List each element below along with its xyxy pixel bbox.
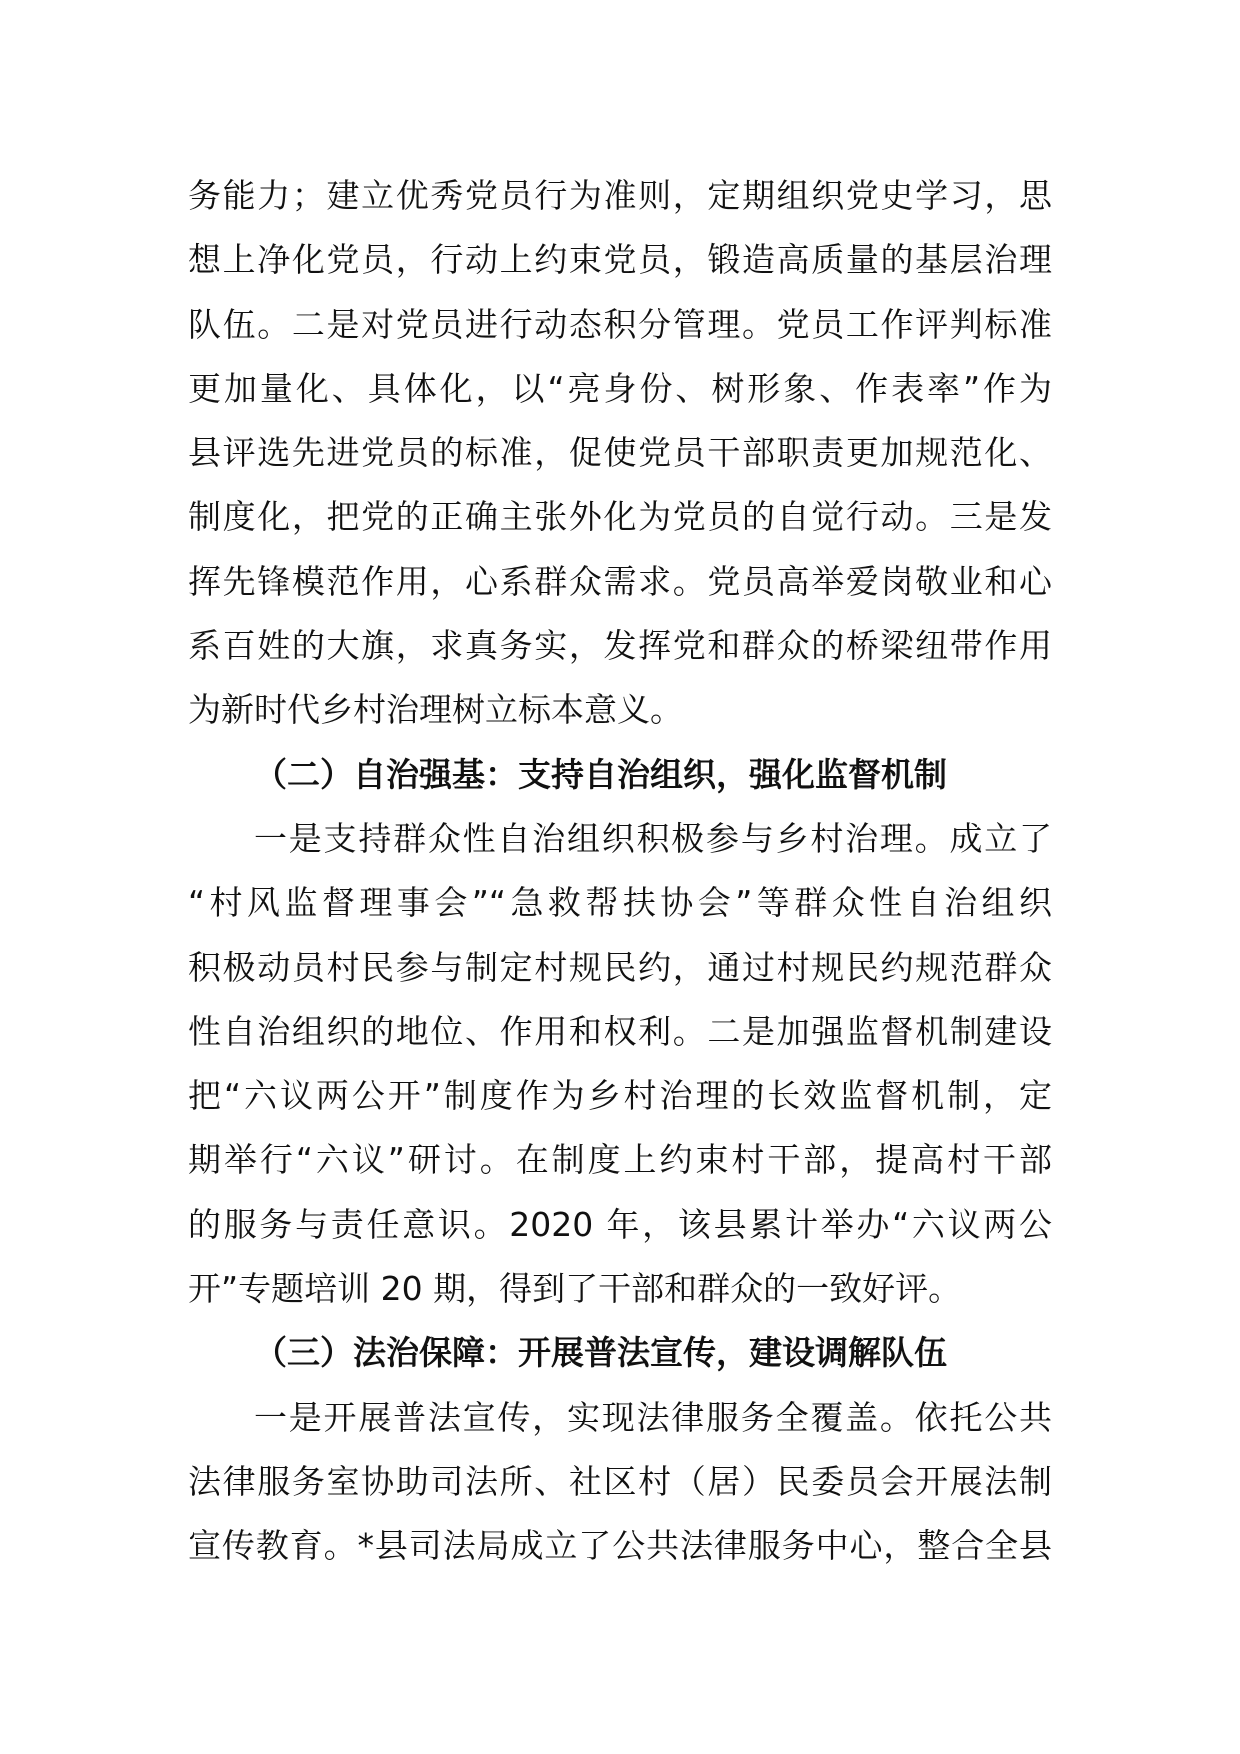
text-line: 性自治组织的地位、作用和权利。二是加强监督机制建设 <box>188 1011 1052 1051</box>
text-line: 制度化，把党的正确主张外化为党员的自觉行动。三是发 <box>188 497 1052 537</box>
paragraph-self-governance <box>188 807 1052 1321</box>
text-line: 一是开展普法宣传，实现法律服务全覆盖。依托公共 <box>254 1397 1052 1437</box>
document-page <box>188 164 1052 1579</box>
text-line: 一是支持群众性自治组织积极参与乡村治理。成立了 <box>254 818 1052 858</box>
paragraph-party-members <box>188 164 1052 743</box>
text-line: 队伍。二是对党员进行动态积分管理。党员工作评判标准 <box>188 304 1052 344</box>
text-line: 系百姓的大旗，求真务实，发挥党和群众的桥梁纽带作用 <box>188 626 1052 666</box>
section-heading-self-governance: （二）自治强基：支持自治组织，强化监督机制 <box>254 754 947 794</box>
text-line: 宣传教育。*县司法局成立了公共法律服务中心，整合全县 <box>188 1526 1052 1566</box>
text-line: 更加量化、具体化，以“亮身份、树形象、作表率”作为 <box>188 368 1052 408</box>
text-line: 务能力；建立优秀党员行为准则，定期组织党史学习，思 <box>188 176 1052 215</box>
section-heading-rule-of-law: （三）法治保障：开展普法宣传，建设调解队伍 <box>254 1333 947 1373</box>
paragraph-rule-of-law <box>188 1386 1052 1579</box>
text-line: 开”专题培训 20 期，得到了干部和群众的一致好评。 <box>188 1269 962 1309</box>
text-line: 法律服务室协助司法所、社区村（居）民委员会开展法制 <box>188 1461 1052 1501</box>
text-line: 期举行“六议”研讨。在制度上约束村干部，提高村干部 <box>188 1140 1052 1180</box>
text-line: 积极动员村民参与制定村规民约，通过村规民约规范群众 <box>188 947 1052 987</box>
text-line: 的服务与责任意识。2020 年，该县累计举办“六议两公 <box>188 1204 1052 1244</box>
text-line: 为新时代乡村治理树立标本意义。 <box>188 690 683 730</box>
text-line: 想上净化党员，行动上约束党员，锻造高质量的基层治理 <box>188 240 1052 280</box>
text-line: “村风监督理事会”“急救帮扶协会”等群众性自治组织 <box>188 883 1052 923</box>
text-line: 把“六议两公开”制度作为乡村治理的长效监督机制，定 <box>188 1076 1052 1116</box>
text-line: 挥先锋模范作用，心系群众需求。党员高举爱岗敬业和心 <box>188 561 1052 601</box>
text-line: 县评选先进党员的标准，促使党员干部职责更加规范化、 <box>188 433 1052 473</box>
